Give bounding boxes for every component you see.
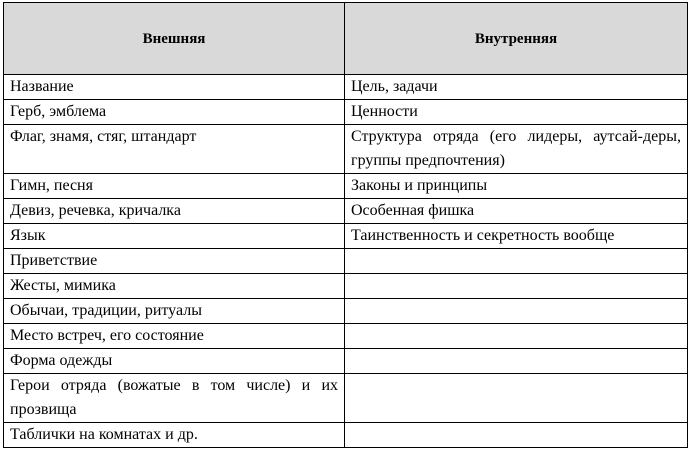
external-cell: Приветствие — [4, 249, 345, 274]
external-cell: Название — [4, 75, 345, 100]
internal-cell: Цель, задачи — [345, 75, 688, 100]
attributes-table — [3, 2, 688, 448]
external-cell: Флаг, знамя, стяг, штандарт — [4, 125, 345, 174]
external-cell: Герб, эмблема — [4, 100, 345, 125]
internal-cell — [345, 324, 688, 349]
header-external: Внешняя — [4, 3, 345, 75]
header-row — [4, 3, 688, 75]
table-row — [4, 299, 688, 324]
external-cell: Герои отряда (вожатые в том числе) и их прозвища — [4, 374, 345, 423]
table-row — [4, 324, 688, 349]
internal-cell — [345, 299, 688, 324]
external-cell: Таблички на комнатах и др. — [4, 423, 345, 448]
table-row — [4, 174, 688, 199]
internal-cell — [345, 374, 688, 423]
external-cell: Обычаи, традиции, ритуалы — [4, 299, 345, 324]
internal-cell: Структура отряда (его лидеры, аутсай-деры, группы предпочтения) — [345, 125, 688, 174]
internal-cell — [345, 249, 688, 274]
external-cell: Форма одежды — [4, 349, 345, 374]
internal-cell: Ценности — [345, 100, 688, 125]
header-internal: Внутренняя — [345, 3, 688, 75]
table-row — [4, 199, 688, 224]
internal-cell — [345, 349, 688, 374]
internal-cell: Особенная фишка — [345, 199, 688, 224]
internal-cell — [345, 274, 688, 299]
table-row — [4, 100, 688, 125]
table-row — [4, 249, 688, 274]
table-row — [4, 224, 688, 249]
external-cell: Язык — [4, 224, 345, 249]
external-cell: Жесты, мимика — [4, 274, 345, 299]
external-cell: Гимн, песня — [4, 174, 345, 199]
table-row — [4, 349, 688, 374]
internal-cell: Законы и принципы — [345, 174, 688, 199]
internal-cell — [345, 423, 688, 448]
table-row — [4, 374, 688, 423]
external-cell: Девиз, речевка, кричалка — [4, 199, 345, 224]
table-row — [4, 423, 688, 448]
table-row — [4, 125, 688, 174]
external-cell: Место встреч, его состояние — [4, 324, 345, 349]
table-row — [4, 75, 688, 100]
internal-cell: Таинственность и секретность вообще — [345, 224, 688, 249]
table-row — [4, 274, 688, 299]
